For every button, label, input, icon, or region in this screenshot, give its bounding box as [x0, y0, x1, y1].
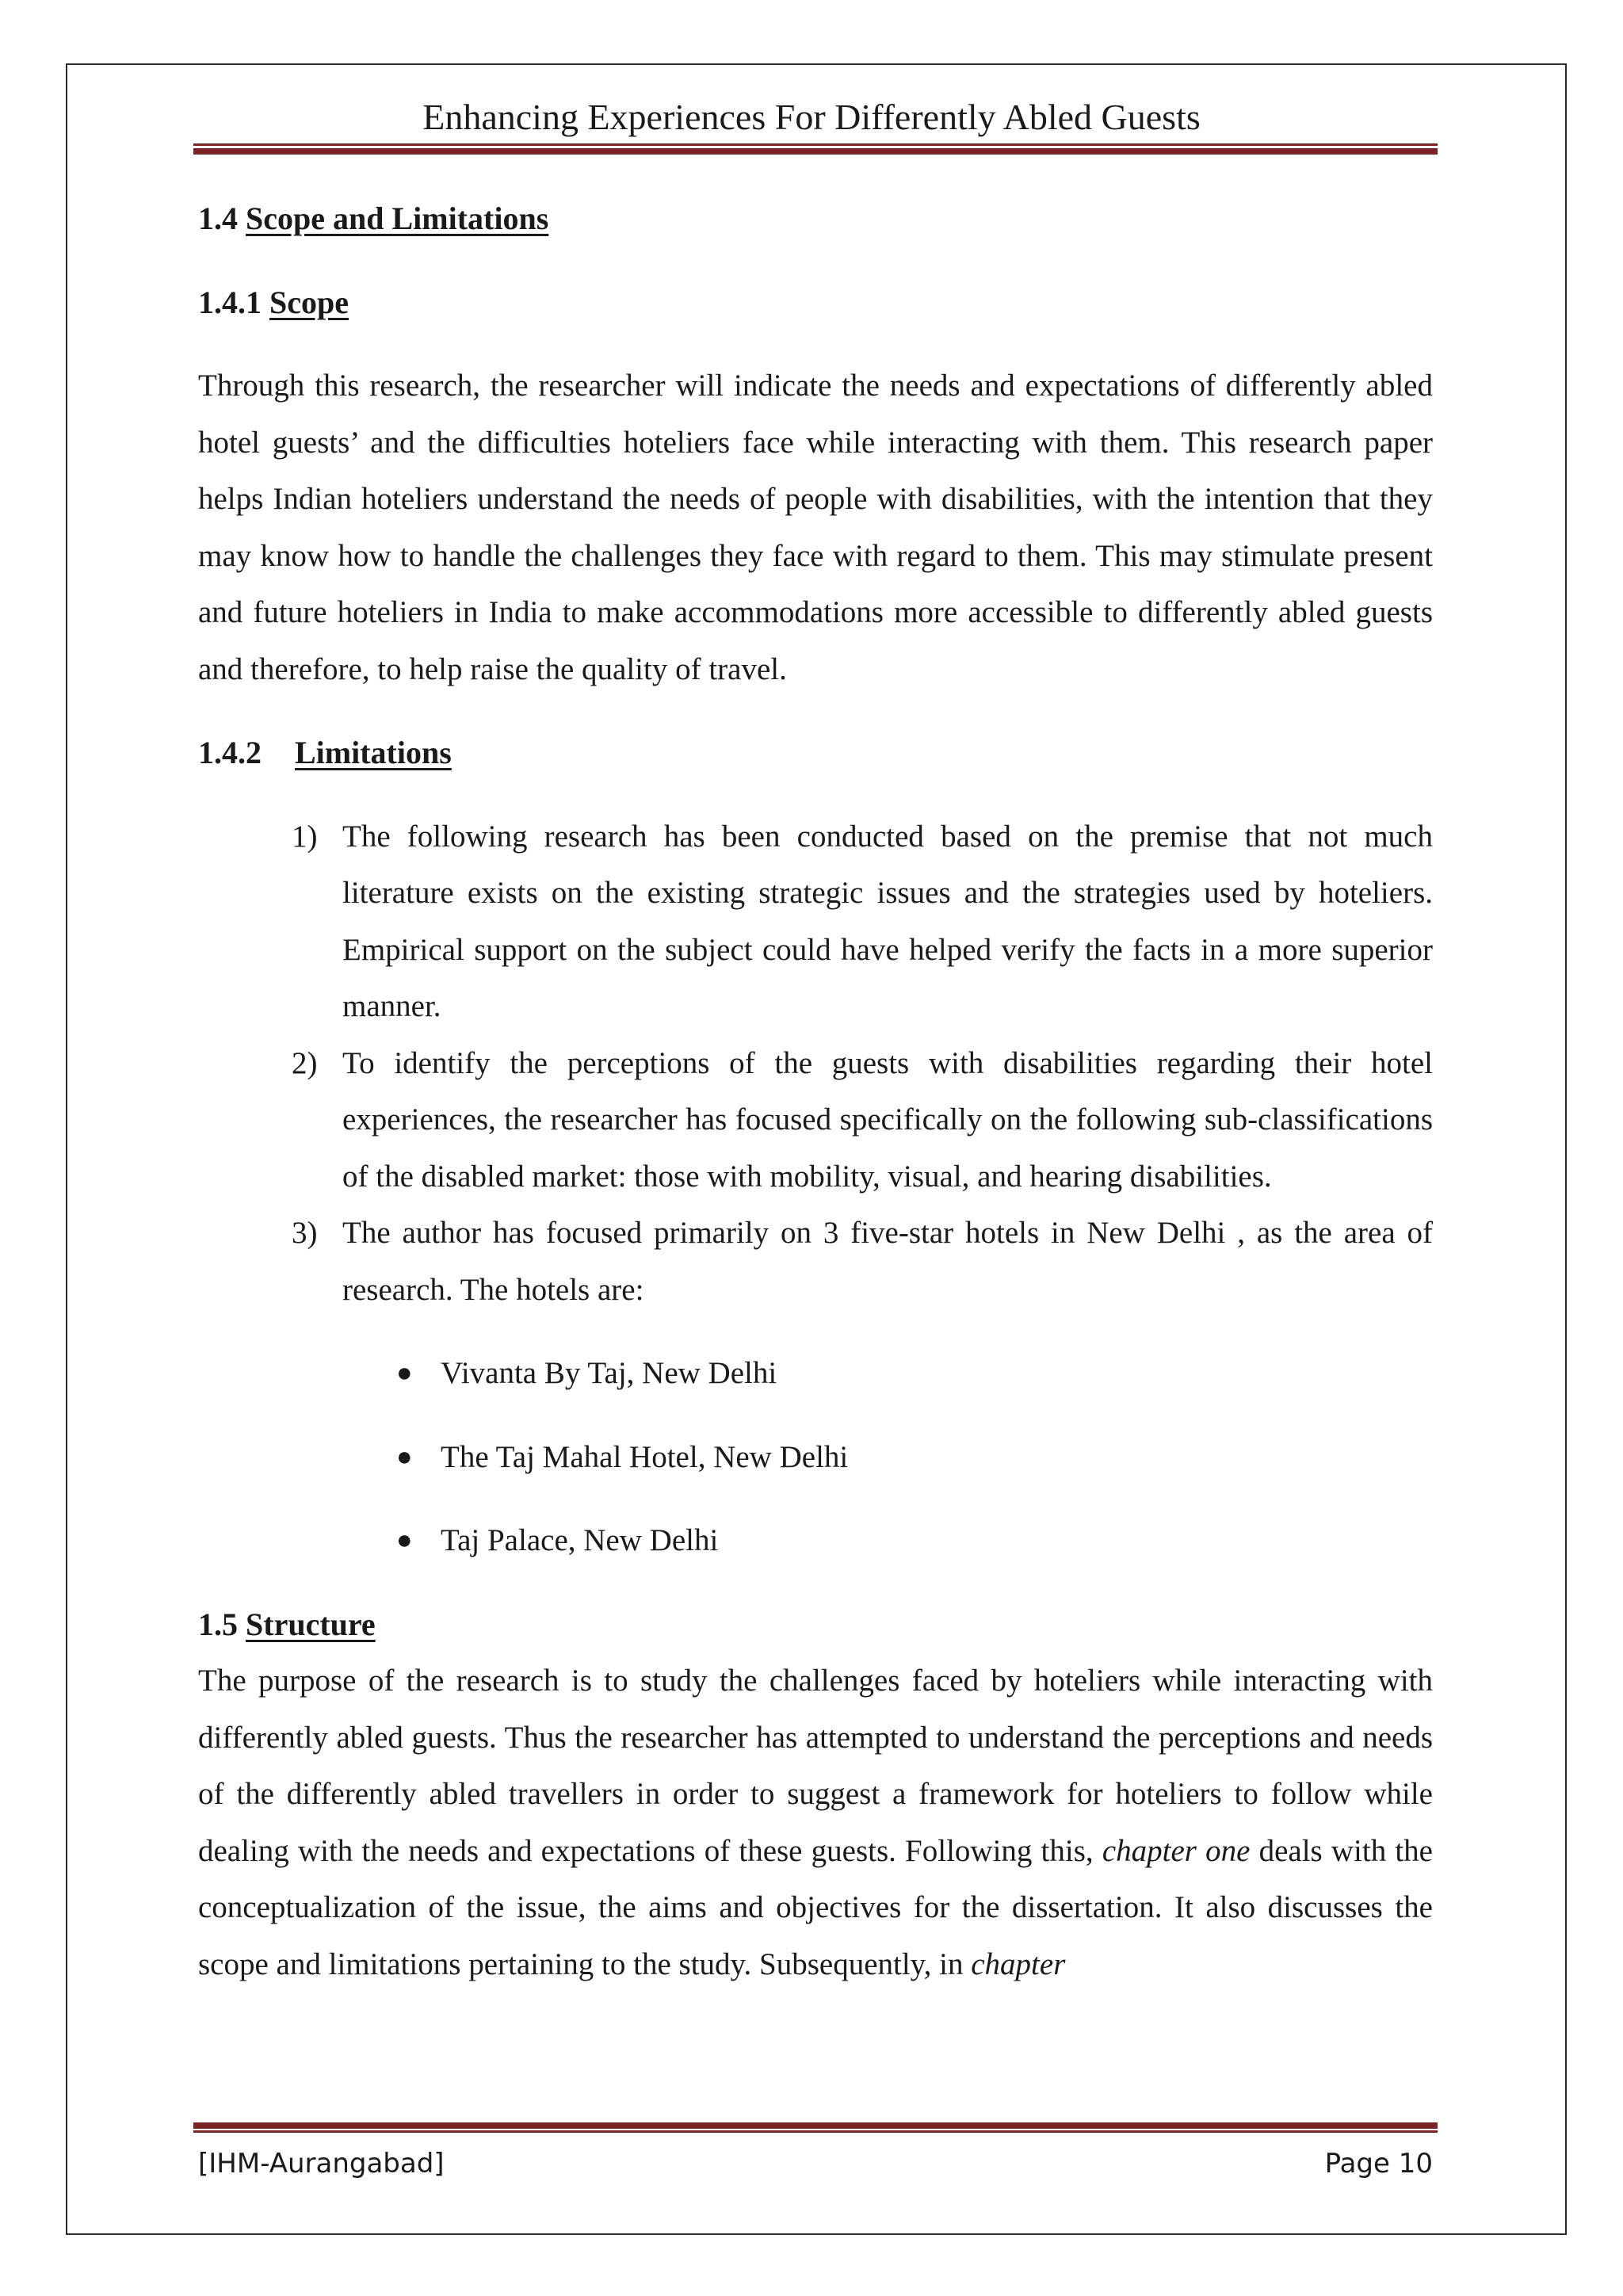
page-footer [198, 2140, 1433, 2187]
list-item: ● The Taj Mahal Hotel, New Delhi [396, 1429, 1433, 1486]
heading-1-4-1: 1.4.1 Scope [198, 284, 349, 320]
heading-1-4: 1.4 Scope and Limitations [198, 201, 549, 236]
footer-rule [193, 2122, 1438, 2135]
running-header-title: Enhancing Experiences For Differently Abled Guests [422, 97, 1201, 137]
scope-paragraph: Through this research, the researcher will indicate the needs and expectations of differently abled hotel guests’ and the difficulties hoteliers face while interacting with them. This research paper helps Indian hoteliers understand the needs of people with disabilities, with the intention that they may know how to handle the challenges they face with regard to them. This may stimulate present and future hoteliers in India to make accommodations more accessible to differently abled guests and therefore, to help raise the quality of travel. [198, 369, 1433, 686]
list-item: 3) The author has focused primarily on 3 five-star hotels in New Delhi , as the area of research. The hotels are: [292, 1216, 1433, 1307]
list-item: ● Vivanta By Taj, New Delhi [396, 1345, 1433, 1402]
footer-institution: [IHM-Aurangabad] [198, 2148, 445, 2179]
list-item: ● Taj Palace, New Delhi [396, 1512, 1433, 1569]
list-item: 1) The following research has been conducted based on the premise that not much literature exists on the existing strategic issues and the strategies used by hoteliers. Empirical support on the subject could have helped verify the facts in a more superior manner. [292, 819, 1433, 1023]
page-number: Page 10 [1324, 2148, 1433, 2179]
heading-1-4-2: 1.4.2 Limitations [198, 735, 452, 770]
bullet-icon: ● [396, 1442, 413, 1472]
heading-1-5: 1.5 Structure [198, 1606, 376, 1642]
bullet-icon: ● [396, 1358, 413, 1388]
page-body [198, 190, 1433, 1992]
limitations-list [198, 808, 1433, 1319]
list-item: 2) To identify the perceptions of the guests with disabilities regarding their hotel experiences, the researcher has focused specifically on the following sub-classifications of the disabled market: those with mobility, visual, and hearing disabilities. [292, 1045, 1433, 1194]
structure-paragraph: The purpose of the research is to study the challenges faced by hoteliers while interacting with differently abled guests. Thus the researcher has attempted to understand the perceptions and needs of the differently abled travellers in order to suggest a framework for hoteliers to follow while dealing with the needs and expectations of these guests. Following this, chapter one deals with the conceptualization of the issue, the aims and objectives for the dissertation. It also discusses the scope and limitations pertaining to the study. Subsequently, in chapter [198, 1664, 1433, 1981]
hotels-list [198, 1345, 1433, 1569]
header-rule [193, 143, 1438, 156]
bullet-icon: ● [396, 1526, 413, 1555]
